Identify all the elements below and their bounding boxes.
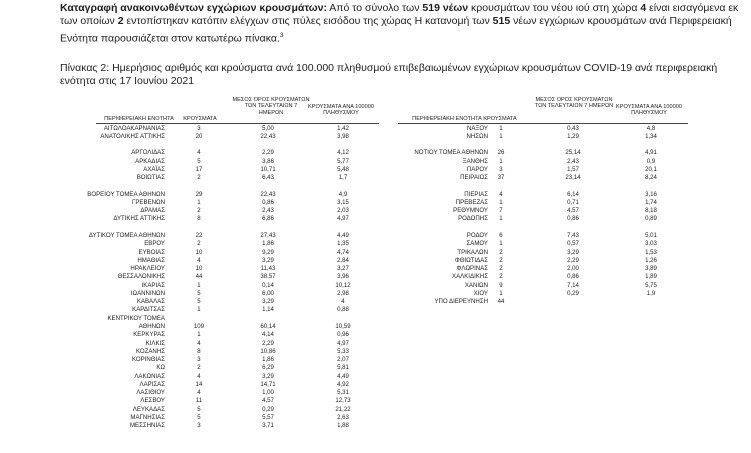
per100k-cell: 0,96 bbox=[337, 331, 349, 339]
table-row bbox=[0, 306, 751, 313]
per100k-cell: 5,48 bbox=[337, 165, 349, 173]
table-row bbox=[0, 298, 751, 305]
cases-cell: 22 bbox=[195, 232, 203, 239]
region-name-cell: ΔΥΤΙΚΗΣ ΑΤΤΙΚΗΣ bbox=[113, 215, 165, 223]
per100k-cell: 2,07 bbox=[337, 356, 349, 364]
intro-text-3: είναι εισαγόμενα εκ των οποίων bbox=[60, 2, 739, 28]
intro-bold-4: 515 bbox=[492, 15, 511, 28]
per100k-cell: 3,27 bbox=[337, 265, 349, 273]
region-name-cell: ΦΛΩΡΙΝΑΣ bbox=[456, 265, 488, 273]
table-row bbox=[0, 240, 751, 247]
cases-cell: 2 bbox=[197, 207, 201, 215]
per100k-cell: 2,63 bbox=[337, 413, 349, 421]
table-row bbox=[0, 340, 751, 347]
cases-cell: 26 bbox=[497, 149, 505, 157]
per100k-cell: 4,97 bbox=[337, 215, 349, 223]
per100k-cell: 20,1 bbox=[645, 165, 657, 173]
per100k-cell: 1,89 bbox=[645, 273, 657, 281]
cases-cell: 1 bbox=[499, 289, 503, 297]
avg-7day-cell: 2,43 bbox=[262, 207, 274, 215]
table-row bbox=[0, 207, 751, 214]
cases-cell: 3 bbox=[499, 165, 503, 173]
avg-7day-cell: 22,43 bbox=[260, 190, 276, 198]
per100k-cell: 1,34 bbox=[645, 132, 657, 140]
cases-cell: 3 bbox=[197, 356, 201, 364]
avg-7day-cell: 3,29 bbox=[262, 372, 274, 380]
intro-text-5: νέων εγχώριων κρουσμάτων ανά Περιφερειακή Ενότητα παρουσιάζεται στον κατωτέρω πίνακα. bbox=[60, 15, 732, 45]
intro-paragraph bbox=[60, 2, 740, 46]
avg-7day-cell: 0,71 bbox=[567, 198, 579, 206]
per100k-cell: 3,89 bbox=[645, 265, 657, 273]
per100k-cell: 1,9 bbox=[646, 289, 656, 297]
avg-7day-cell: 0,57 bbox=[567, 240, 579, 248]
avg-7day-cell: 4,57 bbox=[567, 207, 579, 215]
avg-7day-cell: 2,29 bbox=[567, 256, 579, 264]
avg-7day-cell: 0,29 bbox=[567, 289, 579, 297]
region-name-cell: ΑΝΑΤΟΛΙΚΗΣ ΑΤΤΙΚΗΣ bbox=[100, 132, 165, 140]
avg-7day-cell: 2,29 bbox=[262, 149, 274, 157]
region-name-cell: ΓΡΕΒΕΝΩΝ bbox=[132, 198, 165, 206]
per100k-cell: 2,84 bbox=[337, 256, 349, 264]
table-row bbox=[0, 397, 751, 404]
table-row bbox=[0, 348, 751, 355]
table-row bbox=[0, 249, 751, 256]
intro-bold-1: 519 νέων bbox=[422, 2, 469, 14]
cases-cell: 2 bbox=[499, 273, 503, 281]
region-name-cell: ΞΑΝΘΗΣ bbox=[462, 157, 488, 165]
table-row bbox=[0, 315, 751, 322]
region-name-cell: ΚΑΒΑΛΑΣ bbox=[136, 298, 165, 306]
avg-7day-cell: 1,57 bbox=[567, 165, 579, 173]
per100k-cell: 21,22 bbox=[335, 405, 351, 413]
table-row bbox=[0, 133, 751, 140]
region-name-cell: ΑΡΓΟΛΙΔΑΣ bbox=[131, 149, 165, 157]
region-name-cell: ΑΡΚΑΔΙΑΣ bbox=[135, 157, 165, 165]
per100k-cell: 2,03 bbox=[337, 207, 349, 215]
region-name-cell: ΙΚΑΡΙΑΣ bbox=[141, 281, 165, 289]
region-name-cell: ΣΑΜΟΥ bbox=[466, 240, 488, 248]
cases-cell: 5 bbox=[197, 413, 201, 421]
region-name-cell: ΧΑΝΙΩΝ bbox=[464, 281, 488, 289]
region-name-cell: ΦΘΙΩΤΙΔΑΣ bbox=[454, 256, 488, 264]
left-header-unit: ΠΕΡΙΦΕΡΕΙΑΚΗ ΕΝΟΤΗΤΑ bbox=[104, 116, 174, 122]
region-name-cell: ΛΑΣΙΘΙΟΥ bbox=[136, 389, 165, 397]
region-name-cell: ΚΙΛΚΙΣ bbox=[145, 339, 165, 347]
cases-cell: 1 bbox=[499, 215, 503, 223]
intro-text-2: κρουσμάτων του νέου ιού στη χώρα bbox=[468, 2, 641, 14]
cases-cell: 9 bbox=[499, 281, 503, 289]
left-header-cases: ΚΡΟΥΣΜΑΤΑ bbox=[183, 116, 217, 122]
cases-cell: 6 bbox=[499, 232, 503, 239]
region-name-cell: ΛΕΣΒΟΥ bbox=[140, 397, 165, 405]
intro-text-4: εντοπίστηκαν κατόπιν ελέγχων στις πύλες εισόδου της χώρας Η κατανομή των bbox=[123, 15, 493, 28]
avg-7day-cell: 6,14 bbox=[567, 190, 579, 198]
left-header-per100k: ΚΡΟΥΣΜΑΤΑ ΑΝΑ 100000 ΠΛΗΘΥΣΜΟΥ bbox=[308, 104, 374, 117]
intro-text-1: Από το σύνολο των bbox=[326, 2, 423, 14]
region-name-cell: ΚΕΡΚΥΡΑΣ bbox=[133, 331, 165, 339]
cases-cell: 109 bbox=[193, 322, 205, 330]
cases-cell: 8 bbox=[197, 215, 201, 223]
cases-cell: 5 bbox=[197, 157, 201, 165]
table-row bbox=[0, 125, 751, 132]
cases-cell: 1 bbox=[197, 306, 201, 314]
cases-cell: 7 bbox=[499, 207, 503, 215]
region-name-cell: ΥΠΟ ΔΙΕΡΕΥΝΗΣΗ bbox=[434, 298, 488, 306]
avg-7day-cell: 6,29 bbox=[262, 364, 274, 372]
avg-7day-cell: 3,29 bbox=[262, 256, 274, 264]
cases-cell: 4 bbox=[197, 372, 201, 380]
per100k-cell: 3,96 bbox=[337, 273, 349, 281]
region-name-cell: ΔΡΑΜΑΣ bbox=[140, 207, 165, 215]
per100k-cell: 0,89 bbox=[645, 215, 657, 223]
avg-7day-cell: 7,14 bbox=[567, 281, 579, 289]
cases-cell: 4 bbox=[197, 339, 201, 347]
table-row bbox=[0, 290, 751, 297]
table-row bbox=[0, 381, 751, 388]
cases-cell: 1 bbox=[499, 157, 503, 165]
cases-cell: 10 bbox=[195, 265, 203, 273]
cases-cell: 1 bbox=[197, 331, 201, 339]
table-row bbox=[0, 166, 751, 173]
avg-7day-cell: 2,29 bbox=[262, 339, 274, 347]
avg-7day-cell: 10,71 bbox=[260, 165, 276, 173]
table-caption: Πίνακας 2: Ημερήσιος αριθμός και κρούσματα ανά 100.000 πληθυσμού επιβεβαιωμένων εγχώριων κρουσμάτων COVID-19 ανά περιφερειακή ενότητα στις 17 Ιουνίου 2021 bbox=[60, 62, 718, 87]
table-row bbox=[0, 149, 751, 156]
per100k-cell: 8,18 bbox=[645, 207, 657, 215]
cases-cell: 2 bbox=[499, 265, 503, 273]
cases-cell: 4 bbox=[499, 190, 503, 198]
cases-cell: 2 bbox=[197, 174, 201, 182]
per100k-cell: 3,15 bbox=[337, 198, 349, 206]
right-header-per100k: ΚΡΟΥΣΜΑΤΑ ΑΝΑ 100000 ΠΛΗΘΥΣΜΟΥ bbox=[616, 104, 682, 117]
avg-7day-cell: 11,43 bbox=[260, 265, 276, 273]
table-row bbox=[0, 224, 751, 231]
table-row bbox=[0, 323, 751, 330]
cases-cell: 1 bbox=[499, 198, 503, 206]
per100k-cell: 5,81 bbox=[337, 364, 349, 372]
cases-cell: 11 bbox=[195, 397, 203, 405]
avg-7day-cell: 23,14 bbox=[565, 174, 581, 182]
per100k-cell: 12,73 bbox=[335, 397, 351, 405]
table-row bbox=[0, 282, 751, 289]
avg-7day-cell: 5,57 bbox=[262, 413, 274, 421]
cases-cell: 4 bbox=[197, 389, 201, 397]
region-name-cell: ΑΙΤΩΛΟΑΚΑΡΝΑΝΙΑΣ bbox=[103, 124, 165, 132]
per100k-cell: 4,74 bbox=[337, 248, 349, 256]
cases-cell: 8 bbox=[197, 347, 201, 355]
avg-7day-cell: 2,00 bbox=[567, 265, 579, 273]
per100k-cell: 4,97 bbox=[337, 339, 349, 347]
region-name-cell: ΚΕΝΤΡΙΚΟΥ ΤΟΜΕΑ bbox=[107, 314, 165, 322]
region-name-cell: ΠΙΕΡΙΑΣ bbox=[464, 190, 488, 198]
region-name-cell: ΡΟΔΟΥ bbox=[466, 232, 488, 239]
cases-cell: 29 bbox=[195, 190, 203, 198]
region-name-cell: ΛΕΥΚΑΔΑΣ bbox=[132, 405, 165, 413]
per100k-cell: 5,33 bbox=[337, 347, 349, 355]
per100k-cell: 3,03 bbox=[645, 240, 657, 248]
region-name-cell: ΔΥΤΙΚΟΥ ΤΟΜΕΑ ΑΘΗΝΩΝ bbox=[88, 232, 165, 239]
table-row bbox=[0, 406, 751, 413]
avg-7day-cell: 9,29 bbox=[262, 248, 274, 256]
intro-bold-2: 4 bbox=[640, 2, 647, 14]
per100k-cell: 4,12 bbox=[337, 149, 349, 157]
region-name-cell: ΚΟΖΑΝΗΣ bbox=[136, 347, 165, 355]
region-name-cell: ΚΟΡΙΝΘΙΑΣ bbox=[131, 356, 165, 364]
cases-cell: 14 bbox=[195, 380, 203, 388]
per100k-cell: 5,01 bbox=[645, 232, 657, 239]
cases-cell: 1 bbox=[499, 132, 503, 140]
table-row bbox=[0, 141, 751, 148]
cases-cell: 5 bbox=[197, 289, 201, 297]
avg-7day-cell: 5,00 bbox=[262, 124, 274, 132]
table-row bbox=[0, 158, 751, 165]
region-name-cell: ΤΡΙΚΑΛΩΝ bbox=[457, 248, 488, 256]
table-row bbox=[0, 373, 751, 380]
per100k-cell: 1,42 bbox=[337, 124, 349, 132]
region-name-cell: ΛΑΚΩΝΙΑΣ bbox=[134, 372, 165, 380]
table-row bbox=[0, 356, 751, 363]
region-name-cell: ΡΕΘΥΜΝΟΥ bbox=[453, 207, 488, 215]
cases-cell: 2 bbox=[499, 248, 503, 256]
avg-7day-cell: 3,71 bbox=[262, 422, 274, 430]
region-name-cell: ΠΑΡΟΥ bbox=[466, 165, 488, 173]
region-name-cell: ΠΕΙΡΑΙΩΣ bbox=[460, 174, 488, 182]
region-name-cell: ΠΡΕΒΕΖΑΣ bbox=[455, 198, 488, 206]
cases-cell: 3 bbox=[197, 124, 201, 132]
table-row bbox=[0, 364, 751, 371]
avg-7day-cell: 1,86 bbox=[262, 356, 274, 364]
region-name-cell: ΘΕΣΣΑΛΟΝΙΚΗΣ bbox=[117, 273, 165, 281]
cases-cell: 1 bbox=[197, 281, 201, 289]
per100k-cell: 4,49 bbox=[337, 372, 349, 380]
avg-7day-cell: 4,57 bbox=[262, 397, 274, 405]
per100k-cell: 1,35 bbox=[337, 240, 349, 248]
region-name-cell: ΛΑΡΙΣΑΣ bbox=[139, 380, 165, 388]
per100k-cell: 4,8 bbox=[646, 124, 656, 132]
per100k-cell: 5,75 bbox=[645, 281, 657, 289]
per100k-cell: 8,24 bbox=[645, 174, 657, 182]
table-row bbox=[0, 215, 751, 222]
cases-cell: 2 bbox=[197, 364, 201, 372]
table-row bbox=[0, 257, 751, 264]
region-name-cell: ΜΕΣΣΗΝΙΑΣ bbox=[129, 422, 165, 430]
per100k-cell: 2,98 bbox=[337, 289, 349, 297]
per100k-cell: 4,92 bbox=[337, 380, 349, 388]
cases-cell: 3 bbox=[197, 422, 201, 430]
table-row bbox=[0, 232, 751, 239]
per100k-cell: 1,53 bbox=[645, 248, 657, 256]
cases-cell: 5 bbox=[197, 298, 201, 306]
per100k-cell: 4,91 bbox=[645, 149, 657, 157]
table-row bbox=[0, 331, 751, 338]
left-header-avg: ΜΕΣΟΣ ΟΡΟΣ ΚΡΟΥΣΜΑΤΩΝ ΤΩΝ ΤΕΛΕΥΤΑΙΩΝ 7 ΗΜΕΡΩΝ bbox=[232, 97, 310, 116]
avg-7day-cell: 7,43 bbox=[567, 232, 579, 239]
region-name-cell: ΑΘΗΝΩΝ bbox=[138, 322, 165, 330]
region-name-cell: ΧΑΛΚΙΔΙΚΗΣ bbox=[452, 273, 488, 281]
region-name-cell: ΙΩΑΝΝΙΝΩΝ bbox=[130, 289, 165, 297]
per100k-cell: 10,59 bbox=[335, 322, 351, 330]
cases-cell: 1 bbox=[499, 240, 503, 248]
avg-7day-cell: 1,29 bbox=[567, 132, 579, 140]
region-name-cell: ΝΗΣΩΝ bbox=[466, 132, 488, 140]
cases-cell: 4 bbox=[197, 149, 201, 157]
avg-7day-cell: 1,86 bbox=[262, 240, 274, 248]
per100k-cell: 3,98 bbox=[337, 132, 349, 140]
region-name-cell: ΚΑΡΔΙΤΣΑΣ bbox=[132, 306, 165, 314]
avg-7day-cell: 4,14 bbox=[262, 331, 274, 339]
avg-7day-cell: 0,29 bbox=[262, 405, 274, 413]
cases-cell: 37 bbox=[497, 174, 505, 182]
per100k-cell: 0,88 bbox=[337, 306, 349, 314]
intro-lead: Καταγραφή ανακοινωθέντων εγχώριων κρουσμάτων: bbox=[60, 2, 327, 14]
avg-7day-cell: 0,14 bbox=[262, 281, 274, 289]
region-name-cell: ΝΟΤΙΟΥ ΤΟΜΕΑ ΑΘΗΝΩΝ bbox=[414, 149, 488, 157]
intro-footnote-marker: 3 bbox=[279, 31, 284, 39]
region-name-cell: ΗΡΑΚΛΕΙΟΥ bbox=[130, 265, 165, 273]
per100k-cell: 1,7 bbox=[338, 174, 348, 182]
region-name-cell: ΜΑΓΝΗΣΙΑΣ bbox=[130, 413, 165, 421]
region-name-cell: ΕΒΡΟΥ bbox=[144, 240, 165, 248]
avg-7day-cell: 1,14 bbox=[262, 306, 274, 314]
per100k-cell: 1,74 bbox=[645, 198, 657, 206]
cases-cell: 1 bbox=[197, 198, 201, 206]
cases-cell: 5 bbox=[197, 405, 201, 413]
table-row bbox=[0, 199, 751, 206]
per100k-cell: 5,77 bbox=[337, 157, 349, 165]
per100k-cell: 1,88 bbox=[337, 422, 349, 430]
per100k-cell: 5,31 bbox=[337, 389, 349, 397]
avg-7day-cell: 27,43 bbox=[260, 232, 276, 239]
cases-cell: 17 bbox=[195, 165, 203, 173]
region-name-cell: ΑΧΑΪΑΣ bbox=[143, 165, 165, 173]
per100k-cell: 3,16 bbox=[645, 190, 657, 198]
avg-7day-cell: 0,86 bbox=[567, 273, 579, 281]
avg-7day-cell: 22,43 bbox=[260, 132, 276, 140]
avg-7day-cell: 3,86 bbox=[262, 157, 274, 165]
avg-7day-cell: 25,14 bbox=[565, 149, 581, 157]
cases-cell: 10 bbox=[195, 248, 203, 256]
right-header-avg: ΜΕΣΟΣ ΟΡΟΣ ΚΡΟΥΣΜΑΤΩΝ ΤΩΝ ΤΕΛΕΥΤΑΙΩΝ 7 ΗΜΕΡΩΝ bbox=[534, 97, 614, 110]
region-name-cell: ΗΜΑΘΙΑΣ bbox=[137, 256, 165, 264]
avg-7day-cell: 3,29 bbox=[567, 248, 579, 256]
avg-7day-cell: 10,86 bbox=[260, 347, 276, 355]
region-name-cell: ΝΑΞΟΥ bbox=[466, 124, 488, 132]
cases-cell: 44 bbox=[195, 273, 203, 281]
region-name-cell: ΡΟΔΟΠΗΣ bbox=[458, 215, 488, 223]
region-name-cell: ΒΟΙΩΤΙΑΣ bbox=[136, 174, 165, 182]
table-row bbox=[0, 182, 751, 189]
table-row bbox=[0, 422, 751, 429]
table-row bbox=[0, 414, 751, 421]
region-name-cell: ΒΟΡΕΙΟΥ ΤΟΜΕΑ ΑΘΗΝΩΝ bbox=[87, 190, 165, 198]
per100k-cell: 1,26 bbox=[645, 256, 657, 264]
table-row bbox=[0, 265, 751, 272]
per100k-cell: 10,12 bbox=[335, 281, 351, 289]
cases-cell: 4 bbox=[197, 256, 201, 264]
avg-7day-cell: 6,86 bbox=[262, 215, 274, 223]
avg-7day-cell: 1,00 bbox=[262, 389, 274, 397]
avg-7day-cell: 0,86 bbox=[567, 215, 579, 223]
table-row bbox=[0, 273, 751, 280]
avg-7day-cell: 38,57 bbox=[260, 273, 276, 281]
avg-7day-cell: 60,14 bbox=[260, 322, 276, 330]
avg-7day-cell: 0,86 bbox=[262, 198, 274, 206]
region-name-cell: ΚΩ bbox=[156, 364, 165, 372]
cases-cell: 1 bbox=[499, 124, 503, 132]
table-row bbox=[0, 174, 751, 181]
avg-7day-cell: 3,29 bbox=[262, 298, 274, 306]
right-header-unit: ΠΕΡΙΦΕΡΕΙΑΚΗ ΕΝΟΤΗΤΑ bbox=[412, 116, 482, 122]
region-name-cell: ΧΙΟΥ bbox=[473, 289, 488, 297]
per100k-cell: 4,49 bbox=[337, 232, 349, 239]
avg-7day-cell: 14,71 bbox=[260, 380, 276, 388]
avg-7day-cell: 6,00 bbox=[262, 289, 274, 297]
right-header-cases: ΚΡΟΥΣΜΑΤΑ bbox=[483, 116, 517, 122]
per100k-cell: 4 bbox=[341, 298, 345, 306]
cases-cell: 20 bbox=[195, 132, 203, 140]
per100k-cell: 4,9 bbox=[338, 190, 348, 198]
per100k-cell: 0,9 bbox=[646, 157, 656, 165]
table-row bbox=[0, 191, 751, 198]
avg-7day-cell: 0,43 bbox=[567, 124, 579, 132]
avg-7day-cell: 2,43 bbox=[567, 157, 579, 165]
cases-cell: 44 bbox=[497, 298, 505, 306]
avg-7day-cell: 6,43 bbox=[262, 174, 274, 182]
intro-bold-3: 2 bbox=[117, 15, 124, 28]
table-row bbox=[0, 389, 751, 396]
cases-cell: 2 bbox=[197, 240, 201, 248]
region-name-cell: ΕΥΒΟΙΑΣ bbox=[138, 248, 165, 256]
cases-cell: 2 bbox=[499, 256, 503, 264]
